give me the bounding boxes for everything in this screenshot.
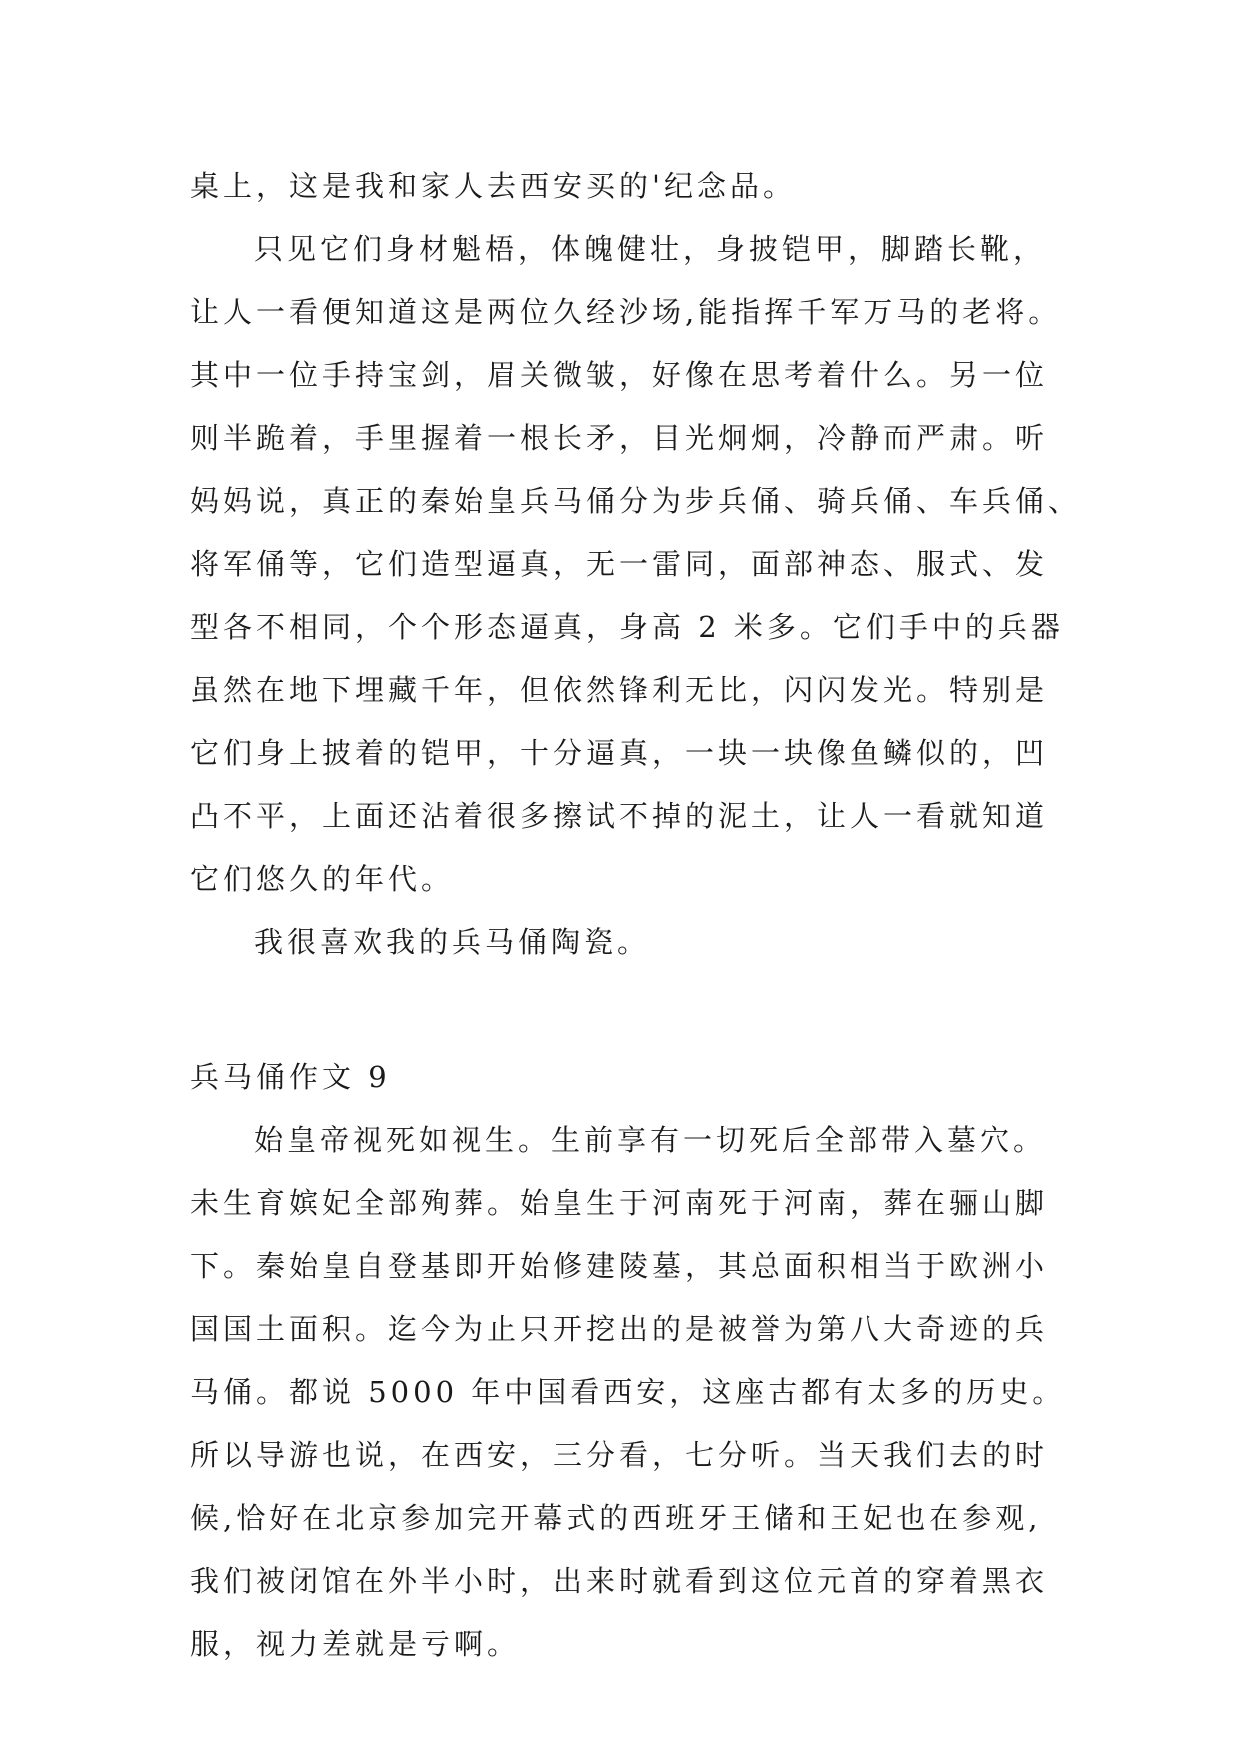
paragraph-line: 未生育嫔妃全部殉葬。始皇生于河南死于河南，葬在骊山脚 <box>190 1186 1049 1220</box>
paragraph-line: 下。秦始皇自登基即开始修建陵墓，其总面积相当于欧洲小 <box>190 1249 1049 1283</box>
paragraph-line: 我们被闭馆在外半小时，出来时就看到这位元首的穿着黑衣 <box>190 1564 1049 1598</box>
paragraph-line: 凸不平，上面还沾着很多擦试不掉的泥土，让人一看就知道 <box>190 799 1049 833</box>
paragraph-line: 妈妈说，真正的秦始皇兵马俑分为步兵俑、骑兵俑、车兵俑、 <box>190 484 1082 518</box>
paragraph-line: 将军俑等，它们造型逼真，无一雷同，面部神态、服式、发 <box>190 547 1049 581</box>
paragraph-line: 国国土面积。迄今为止只开挖出的是被誉为第八大奇迹的兵 <box>190 1312 1049 1346</box>
paragraph-line: 它们悠久的年代。 <box>190 862 455 896</box>
paragraph-line: 我很喜欢我的兵马俑陶瓷。 <box>254 925 651 959</box>
paragraph-line: 让人一看便知道这是两位久经沙场,能指挥千军万马的老将。 <box>190 295 1062 329</box>
document-page <box>190 155 1090 1676</box>
paragraph-line: 则半跪着，手里握着一根长矛，目光炯炯，冷静而严肃。听 <box>190 421 1049 455</box>
paragraph-line: 其中一位手持宝剑，眉关微皱，好像在思考着什么。另一位 <box>190 358 1049 392</box>
paragraph-line: 虽然在地下埋藏千年，但依然锋利无比，闪闪发光。特别是 <box>190 673 1049 707</box>
paragraph-line: 始皇帝视死如视生。生前享有一切死后全部带入墓穴。 <box>254 1123 1047 1157</box>
paragraph-line: 桌上，这是我和家人去西安买的'纪念品。 <box>190 169 796 203</box>
paragraph-line: 型各不相同，个个形态逼真，身高 2 米多。它们手中的兵器 <box>190 610 1064 644</box>
paragraph-line: 服，视力差就是亏啊。 <box>190 1627 521 1661</box>
section-heading: 兵马俑作文 9 <box>190 1060 391 1094</box>
paragraph-line: 它们身上披着的铠甲，十分逼真，一块一块像鱼鳞似的，凹 <box>190 736 1049 770</box>
paragraph-line: 马俑。都说 5000 年中国看西安，这座古都有太多的历史。 <box>190 1375 1066 1409</box>
paragraph-line: 候,恰好在北京参加完开幕式的西班牙王储和王妃也在参观, <box>190 1501 1042 1535</box>
paragraph-line: 所以导游也说，在西安，三分看，七分听。当天我们去的时 <box>190 1438 1049 1472</box>
paragraph-line: 只见它们身材魁梧，体魄健壮，身披铠甲，脚踏长靴， <box>254 232 1047 266</box>
section-gap <box>190 974 1090 1046</box>
